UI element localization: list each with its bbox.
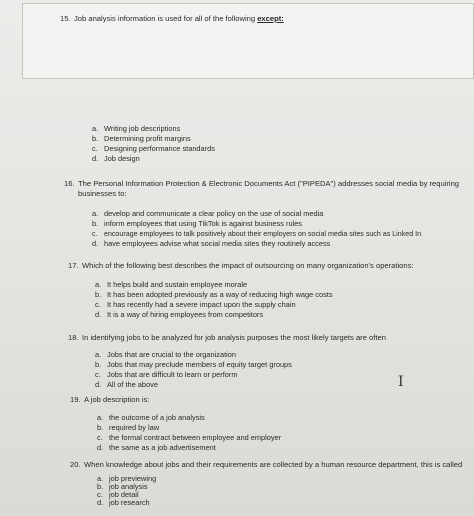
question-number: 19. (70, 395, 81, 404)
option-text: required by law (109, 423, 160, 432)
q17-option-a[interactable] (95, 280, 247, 290)
option-text: Jobs that are crucial to the organization (107, 350, 237, 359)
option-letter: b. (95, 360, 102, 369)
question-number: 20. (70, 460, 81, 469)
q16-option-a[interactable] (92, 209, 323, 219)
option-letter: c. (92, 230, 98, 238)
option-letter: a. (92, 124, 99, 133)
q16-option-b[interactable] (92, 219, 302, 229)
option-letter: b. (92, 134, 99, 143)
option-letter: a. (97, 474, 104, 483)
text-cursor-icon: I (398, 374, 404, 390)
question-19 (70, 395, 149, 405)
q15-option-d[interactable] (92, 154, 140, 164)
q15-option-c[interactable] (92, 144, 215, 154)
option-letter: c. (95, 370, 101, 379)
option-letter: c. (97, 433, 103, 442)
option-text: develop and communicate a clear policy on the use of social media (104, 209, 324, 218)
question-text: When knowledge about jobs and their requirements are collected by a human resource department, this is called (84, 460, 463, 469)
q19-option-c[interactable] (97, 433, 281, 443)
q17-option-d[interactable] (95, 310, 263, 320)
option-letter: b. (97, 482, 104, 491)
option-text: Jobs that are difficult to learn or perform (107, 370, 238, 379)
question-15 (60, 14, 284, 24)
option-text: job previewing (109, 474, 157, 483)
option-text: It has recently had a severe impact upon the supply chain (107, 300, 296, 309)
question-text: Job analysis information is used for all of the following (74, 14, 258, 23)
option-letter: c. (97, 490, 103, 499)
q15-option-a[interactable] (92, 124, 180, 134)
option-text: job detail (109, 490, 139, 499)
option-text: Jobs that may preclude members of equity target groups (107, 360, 292, 369)
question-text: A job description is: (84, 395, 150, 404)
q16-option-d[interactable] (92, 239, 330, 249)
question-text-cont: businesses to: (78, 189, 127, 198)
option-text: All of the above (107, 380, 158, 389)
option-letter: a. (92, 209, 99, 218)
option-letter: b. (92, 219, 99, 228)
option-letter: d. (95, 310, 102, 319)
question-number: 18. (68, 333, 79, 342)
option-text: inform employees that using TikTok is against business rules (104, 219, 302, 228)
option-text: job analysis (109, 482, 148, 491)
q17-option-b[interactable] (95, 290, 333, 300)
option-letter: b. (95, 290, 102, 299)
question-17 (68, 261, 414, 271)
question-number: 15. (60, 14, 71, 23)
option-letter: d. (92, 239, 99, 248)
option-text: Job design (104, 154, 140, 163)
q18-option-c[interactable] (95, 370, 238, 380)
option-text: Writing job descriptions (104, 124, 181, 133)
option-text: It helps build and sustain employee morale (107, 280, 248, 289)
option-letter: d. (97, 443, 104, 452)
q18-option-d[interactable] (95, 380, 158, 390)
option-letter: a. (95, 350, 102, 359)
option-letter: c. (95, 300, 101, 309)
option-text: Determining profit margins (104, 134, 191, 143)
option-text: the formal contract between employee and employer (109, 433, 282, 442)
option-text: job research (109, 498, 150, 507)
option-text: have employees advise what social media sites they routinely access (104, 239, 331, 248)
q16-option-c[interactable] (92, 229, 421, 239)
q17-option-c[interactable] (95, 300, 296, 310)
option-letter: a. (95, 280, 102, 289)
question-20 (70, 460, 462, 470)
question-18 (68, 333, 386, 343)
emphasis-text: except: (257, 14, 284, 23)
q20-option-d[interactable] (97, 498, 150, 508)
option-letter: b. (97, 423, 104, 432)
option-text: encourage employees to talk positively about their employers on social media sites such as Linked In (104, 230, 422, 238)
option-letter: d. (97, 498, 104, 507)
question-16 (64, 179, 472, 199)
question-text: Which of the following best describes the impact of outsourcing on many organization's operations: (82, 261, 414, 270)
q15-option-b[interactable] (92, 134, 191, 144)
option-text: It has been adopted previously as a way of reducing high wage costs (107, 290, 333, 299)
q19-option-d[interactable] (97, 443, 216, 453)
question-text: The Personal Information Protection & Electronic Documents Act ("PIPEDA") addresses social media by requiring (78, 179, 460, 188)
option-text: the same as a job advertisement (109, 443, 216, 452)
option-letter: d. (95, 380, 102, 389)
option-letter: c. (92, 144, 98, 153)
q19-option-b[interactable] (97, 423, 159, 433)
q18-option-b[interactable] (95, 360, 292, 370)
question-text: In identifying jobs to be analyzed for job analysis purposes the most likely targets are often (82, 333, 386, 342)
question-number: 16. (64, 179, 75, 188)
q18-option-a[interactable] (95, 350, 236, 360)
option-text: It is a way of hiring employees from competitors (107, 310, 264, 319)
option-letter: d. (92, 154, 99, 163)
option-text: Designing performance standards (104, 144, 215, 153)
q19-option-a[interactable] (97, 413, 205, 423)
option-text: the outcome of a job analysis (109, 413, 205, 422)
option-letter: a. (97, 413, 104, 422)
question-number: 17. (68, 261, 79, 270)
